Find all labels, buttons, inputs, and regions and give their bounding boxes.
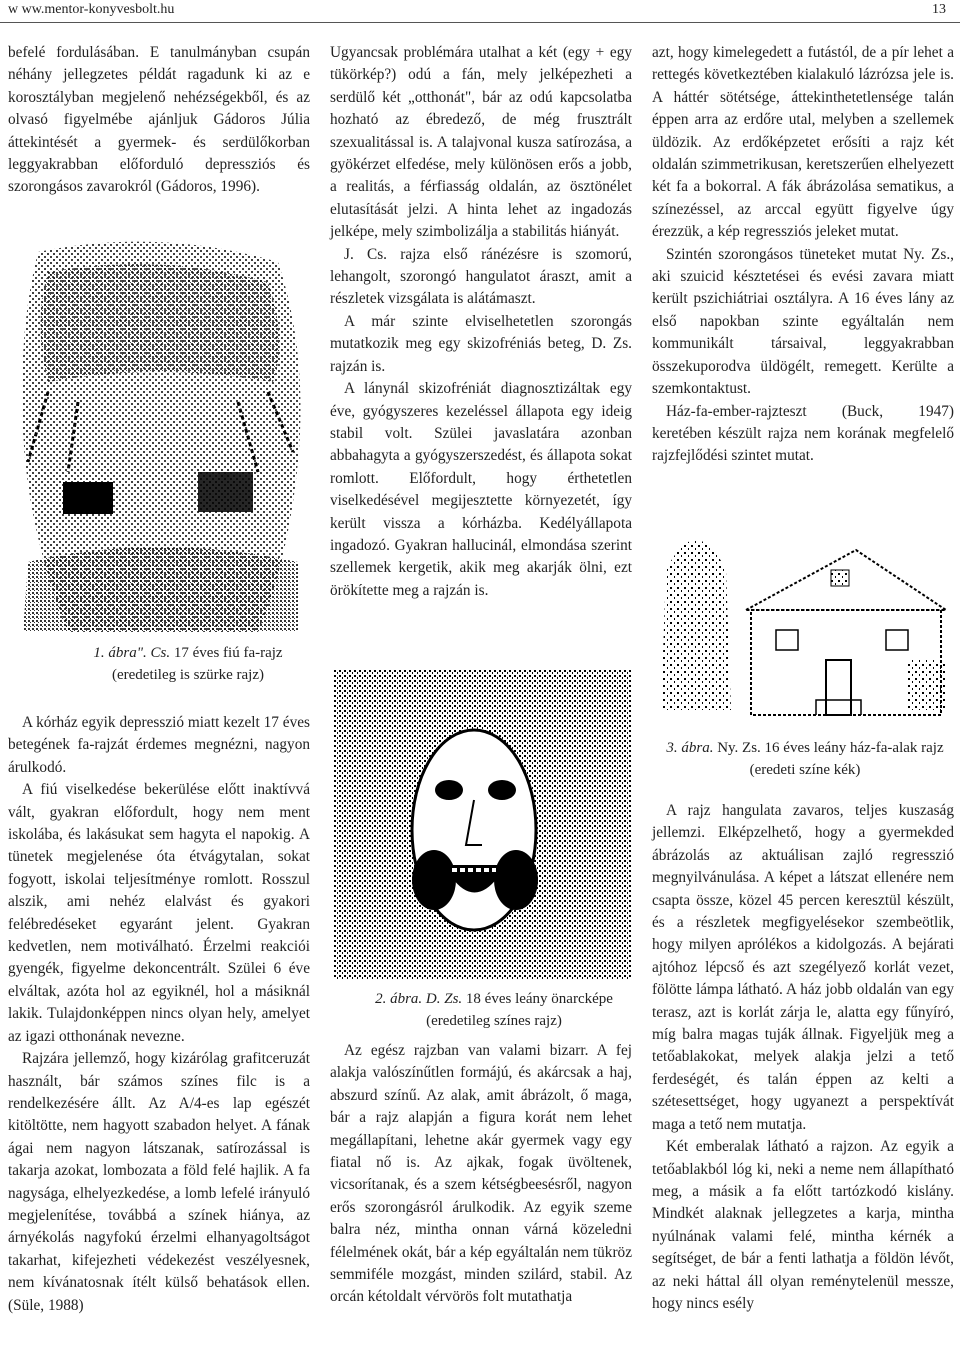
column-3-lower [652, 800, 954, 1315]
figure-1-caption-text: 17 éves fiú fa-rajz (eredetileg is szürke rajz) [112, 645, 283, 683]
col1-paragraph-2: A kórház egyik depresszió miatt kezelt 17 éves betegének fa-rajzát érdemes megnézni, nagyon árulkodó. [8, 714, 310, 776]
header-url: w ww.mentor-konyvesbolt.hu [8, 2, 175, 17]
col3-paragraph-3: Ház-fa-ember-rajzteszt (Buck, 1947) keretében készült rajza nem korának megfelelő rajzfejlődési szintet mutat. [652, 402, 954, 465]
portrait-drawing-image [334, 670, 632, 980]
figure-3-label: 3. ábra. [666, 740, 714, 756]
house-tree-person-drawing-image [656, 510, 954, 725]
col3-paragraph-4: A rajz hangulata zavaros, teljes kuszaság jellemzi. Elképzelhető, hogy a gyermekded ábrázolás az aktuálisan zajló regresszió megnyilvánulása. A képet a látszat ellenére nem csapta össze, közel 45 percen keresztül készült, és a részletek megfigyelésekor szembeötlik, hogy milyen aprólékos a kidolgozás. A bejárati ajtóhoz lépcső és azt szegélyező korlát vezet, fölötte lámpa látható. A ház jobb oldalán van egy terasz, azt is korlát zárja le, alatta egy fűnyíró, míg balra magas tuják állnak. Figyeljük meg a tetőablakokat, melyek alakja jelzi a tető ferdeségét, és talán éppen az kelti a szétesettséget, hogy ugyanezt a perspektívát maga a tető nem mutatja. [652, 802, 954, 1133]
figure-2-caption-text: 18 éves leány önarcképe (eredetileg színes rajz) [426, 991, 613, 1029]
figure-3 [656, 510, 954, 781]
col1-paragraph-3: A fiú viselkedése bekerülése előtt inaktívvá vált, gyakran előfordult, hogy nem ment iskolába, és lakásukat sem hagyta el napokig. A tünetek megjelenése óta étvágytalan, sokat fogyott, iskolai teljesítménye romlott. Rosszul alszik, ami nehéz elalvást és gyakori felébredéseket egyaránt jelent. Gyakran kedvetlen, nem motiválható. Érzelmi reakciói gyengék, figyelme dekoncentrált. Szülei 6 éve elváltak, azóta hol az egyiknél, hol a másiknál lakik. Tulajdonképpen nincs olyan hely, amelyet az igazi otthonának nevezne. [8, 781, 310, 1045]
col1-paragraph-4: Rajzára jellemző, hogy kizárólag grafitceruzát használt, bár számos színes filc is a rendelkezésére állt. Az A/4-es lap egészét kitöltötte, nem hagyott szabadon helyet. A fának ágai nem nagyon látszanak, satírozással is takarja azokat, lombozata a föld felé hajlik. A fa nagysága, elhelyezkedése, a lomb lefelé irányuló megjelenítése, továbbá a színek hiánya, az árnyékolás nagyfokú érzelmi elhanyagoltságot takarhat, kifejezheti védekezést veszélyesnek, nem kívánatosnak ítélt külső behatások ellen. (Süle, 1988) [8, 1050, 310, 1314]
figure-3-caption-text: Ny. Zs. 16 éves leány ház-fa-alak rajz (eredeti színe kék) [713, 740, 944, 778]
column-3 [652, 42, 954, 468]
col3-paragraph-5: Két emberalak látható a rajzon. Az egyik a tetőablakból lóg ki, neki a neme nem állapítható meg, a másik a fa előtt tartózkodó kislány. Mindkét alaknak jellegzetes a karja, mintha nyúlnának valami felé, mintha kérnék a segítséget, de bár a fenti lathatja a földön lévőt, az neki háttal áll olyan reménytelenül messze, hogy nincs esély [652, 1138, 954, 1312]
figure-2-caption [364, 988, 624, 1032]
col3-paragraph-2: Szintén szorongásos tüneteket mutat Ny. Zs., aki szuicid késztetései és evési zavara miatt került pszichiátriai osztályra. A 16 éves lány az első napokban szinte egyáltalán nem kommunikált társaival, leggyakrabban összekuporodva üldögélt, remegett. Kerülte a szemkontaktust. [652, 245, 954, 398]
figure-1-caption [68, 642, 308, 686]
column-2-lower [330, 1040, 632, 1309]
header-rule [0, 22, 960, 23]
col3-paragraph-1: azt, hogy kimelegedett a futástól, de a pír lehet a rettegés következtében kialakuló lázrózsa jele is. A háttér sötétsége, áttekinthetetlensége talán éppen arra az erdőre utal, melyben a szellemek üldözik. Az erdőképzetet erősíti a rajz két oldalán szimmetrikusan, keretszerűen elhelyezett két fa a bokorral. A fák ábrázolása sematikus, a színezéssel, az arccal együtt figyelve úgy érezzük, a kép regressziós jeleket mutat. [652, 44, 954, 241]
tree-drawing-image [8, 232, 310, 642]
col2-paragraph-5: Az egész rajzban van valami bizarr. A fej alakja valószínűtlen formájú, és akárcsak a haj, abszurd színű. Az alak, amit ábrázolt, ő maga, bár a rajz alapján a figura korát nem lehet megállapítani, lehetne akár gyermek vagy egy fiatal nő is. Az ajkak, fogak üvöltenek, vicsorítanak, és a szem kétségbeesésről, nagyon erős szorongásról árulkodik. Az egyik szeme balra néz, mintha onnan várná közeledni félelmének okát, bár a kép egyáltalán nem tükröz semmiféle mozgást, minden szilárd, stabil. Az orcán kétoldalt vérvörös folt mutathatja [330, 1042, 632, 1306]
column-2 [330, 42, 632, 602]
figure-3-caption [656, 737, 954, 781]
col2-paragraph-3: A már szinte elviselhetetlen szorongás mutatkozik meg egy skizofréniás beteg, D. Zs. rajzán is. [330, 312, 632, 375]
column-1-lower [8, 712, 310, 1317]
figure-1 [8, 232, 310, 686]
col1-paragraph-1: befelé fordulásában. E tanulmányban csupán néhány jellegzetes példát ragadunk ki az e korosztályban megjelenő nehézségekből, és az olvasó figyelmébe ajánljuk Gádoros Júlia áttekintését a gyermek- és serdülőkorban leggyakrabban előforduló depressziós és szorongásos zavarokról (Gádoros, 1996). [8, 44, 310, 196]
col2-paragraph-4: A lánynál skizofréniát diagnosztizáltak egy éve, gyógyszeres kezeléssel állapota egy ideig stabil volt. Szülei javaslatára azonban abbahagyta a gyógyszerszedést, és állapota sokat romlott. Előfordult, hogy érthetetlen viselkedésével megijesztette környezetét, így került vissza a kórházba. Kedélyállapota ingadozó. Gyakran hallucinál, elmondása szerint szellemek kergetik, akik meg akarják ölni, ezt örökítette meg a rajzán is. [330, 380, 632, 599]
figure-2-label: 2. ábra. D. Zs. [375, 991, 463, 1007]
figure-2 [334, 670, 632, 1032]
column-1 [8, 42, 310, 199]
figure-1-label: 1. ábra". Cs. [93, 645, 171, 661]
col2-paragraph-1: Ugyancsak problémára utalhat a két (egy + egy tükörkép?) odú a fán, mely jelképezheti a serdülő két „otthonát", bár az odú kapcsolatba hozható az ébredező, de még frusztrált szexualitással is. A talajvonal kusza satírozása, a gyökérzet elfedése, mely különösen erős a jobb, a realitás, a férfiasság oldalán, az ösztönélet elutasítását jelzi. A hinta lehet az ingadozás jelképe, mely szimbolizálja a stabilitás hiányát. [330, 44, 632, 241]
page-number: 13 [932, 2, 946, 17]
col2-paragraph-2: J. Cs. rajza első ránézésre is szomorú, lehangolt, szorongó hangulatot áraszt, amit a részletek vizsgálata is alátámaszt. [330, 245, 632, 308]
